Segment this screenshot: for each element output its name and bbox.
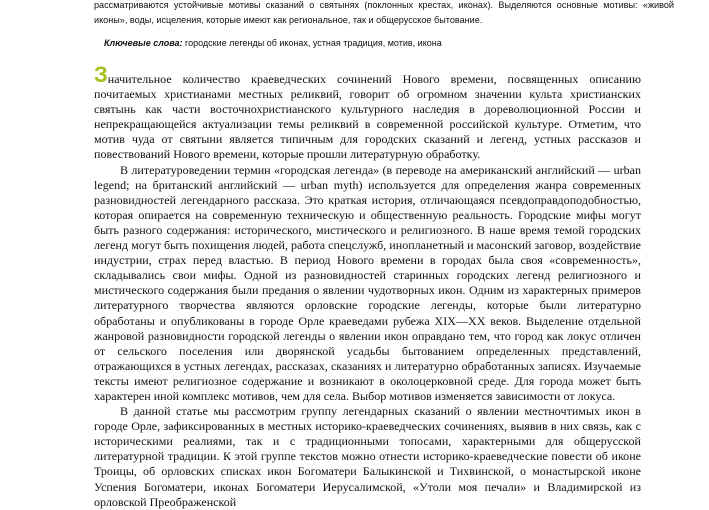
abstract-tail: рассматриваются устойчивые мотивы сказаний о святынях (поклонных крестах, иконах). Выделяются основные мотивы: «живой иконы», воды, исцеления, которые имеют как региональное, так и общерусское бытование. bbox=[94, 0, 674, 25]
paragraph-1 bbox=[94, 62, 641, 163]
keywords-text: городские легенды об иконах, устная традиция, мотив, икона bbox=[182, 38, 442, 48]
paragraph-1-text: почитаемых христианами местных реликвий, говорит об огромном значении культа христианских святынь как части восточнохристианского культурного наследия в дореволюционной России и непрекращающейся актуализации темы реликвий в современной российской культуре. Отметим, что мотив чуда от святыни является типичным для городских сказаний и легенд, устных рассказов и повествований Нового времени, которые прошли литературную обработку. bbox=[94, 87, 641, 162]
paragraph-2: В литературоведении термин «городская легенда» (в переводе на американский английский — urban legend; на британский английский — urban myth) используется для определения жанра современных разновидностей легендарного рассказа. Это краткая история, отличающаяся псевдоправдоподобностью, которая опирается на современную техническую и общественную реальность. Городские мифы могут быть разного содержания: исторического, мистического и религиозного. В наше время темой городских легенд могут быть похищения людей, работа спецслужб, инопланетный и масонский заговор, воздействие индустрии, страх перед властью. В период Нового времени в городах была своя «современность», складывались свои мифы. Одной из разновидностей старинных городских легенд религиозного и мистического содержания были предания о явлении чудотворных икон. Одним из характерных примеров литературного творчества являются орловские городские легенды, которые были литературно обработаны и опубликованы в городе Орле краеведами рубежа XIX—XX веков. Выделение отдельной жанровой разновидности городской легенды о явлении икон оправдано тем, что город как локус отличен от сельского поселения или дворянской усадьбы бытованием определенных представлений, отражающихся в устных легендах, рассказах, сказаниях и литературно обработанных записях. Изучаемые тексты имеют религиозное содержание и возникают в околоцерковной среде. Для города может быть характерен иной комплекс мотивов, чем для села. Выбор мотивов изменяется зависимости от локуса. bbox=[94, 162, 641, 403]
keywords-label: Ключевые слова: bbox=[104, 38, 183, 48]
article-body bbox=[94, 62, 641, 510]
paragraph-3: В данной статье мы рассмотрим группу легендарных сказаний о явлении местночтимых икон в городе Орле, зафиксированных в местных историко-краеведческих сочинениях, выявив в них связь, как с историческими реалиями, так и с традиционными топосами, характерными для общерусской литературной традиции. К этой группе текстов можно отнести историко-краеведческие повести об иконе Троицы, об орловских списках икон Богоматери Балыкинской и Тихвинской, о монастырской иконе Успения Богоматери, иконах Богоматери Иерусалимской, «Утоли моя печали» и Владимирской из орловской Преображенской bbox=[94, 404, 641, 509]
keywords-line bbox=[104, 37, 674, 50]
drop-cap: З bbox=[94, 62, 108, 87]
first-line-text: начительное количество краеведческих сочинений Нового времени, посвященных описанию bbox=[107, 72, 641, 86]
first-line bbox=[94, 62, 641, 87]
